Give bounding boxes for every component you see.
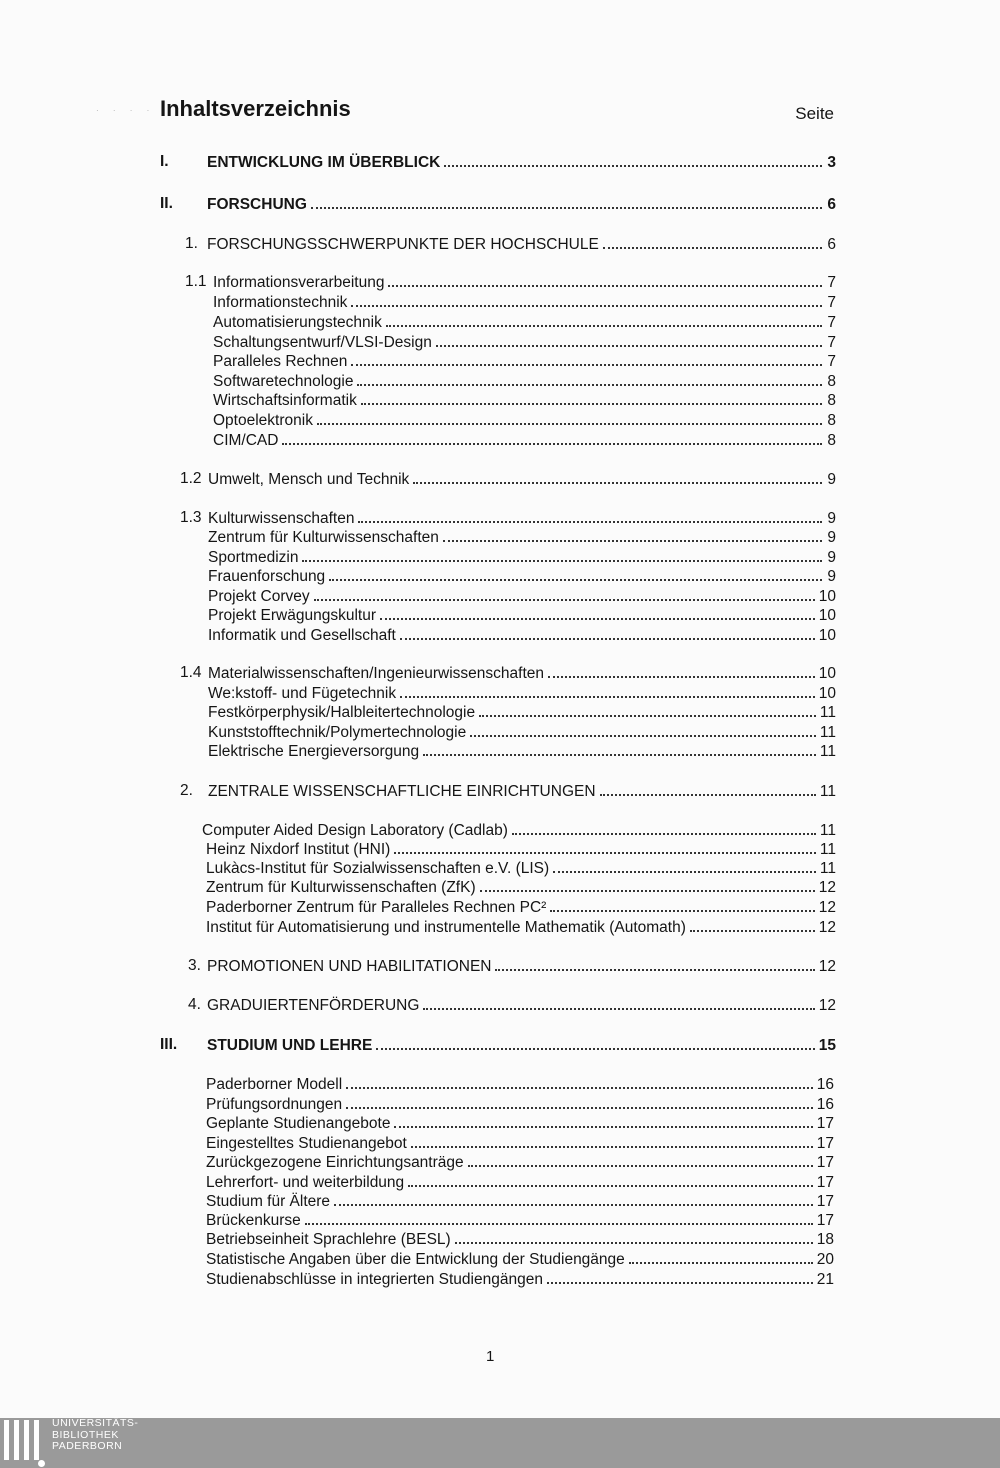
toc-entry-title: Umwelt, Mensch und Technik [208,471,410,488]
toc-entry-title: FORSCHUNGSSCHWERPUNKTE DER HOCHSCHULE [207,236,599,253]
toc-entry-title: Zurückgezogene Einrichtungsanträge [206,1154,464,1171]
toc-entry [0,332,1000,352]
dot-leader [376,1035,814,1050]
toc-entry [0,1074,1000,1094]
library-name [52,1418,138,1453]
toc-entry-number: 1.4 [180,664,202,681]
toc-entry-title: Paralleles Rechnen [213,353,348,370]
toc-entry [0,1249,1000,1269]
page-column-header: Seite [795,104,834,123]
dot-leader [358,508,822,523]
toc-entry-number: 1. [185,235,198,252]
toc-entry-page: 10 [818,607,836,624]
toc-entry-title: Brückenkurse [206,1212,301,1229]
dot-leader [550,897,814,912]
dot-leader [346,1074,813,1089]
toc-entry [0,897,1000,917]
toc-entry-title: Materialwissenschaften/Ingenieurwissenschaften [208,665,545,682]
dot-leader [361,390,822,405]
dot-leader [388,272,822,287]
toc-entry-number: 1.1 [185,273,207,290]
toc-entry-title: PROMOTIONEN UND HABILITATIONEN [207,958,492,975]
dot-leader [351,292,822,307]
toc-entry-page: 11 [819,841,836,858]
toc-entry [0,469,1000,489]
dot-leader [468,1152,813,1167]
dot-leader [334,1191,813,1206]
toc-entry-title: Automatisierungstechnik [213,314,382,331]
toc-entry-title: Zentrum für Kulturwissenschaften [208,529,439,546]
toc-entry-page: 8 [827,432,836,449]
dot-leader [346,1094,813,1109]
toc-entry-page: 16 [816,1096,834,1113]
toc-entry [0,956,1000,976]
toc-entry-page: 7 [827,274,836,291]
toc-entry-title: ENTWICKLUNG IM ÜBERBLICK [207,154,441,171]
toc-entry [0,272,1000,292]
toc-entry-title: Frauenforschung [208,568,326,585]
toc-entry [0,194,1000,214]
toc-entry-title: Paderborner Modell [206,1076,343,1093]
toc-entry [0,1152,1000,1172]
dot-leader [436,332,822,347]
toc-entry-title: Lehrerfort- und weiterbildung [206,1174,405,1191]
dot-leader [423,995,814,1010]
toc-entry [0,410,1000,430]
toc-entry-page: 17 [816,1174,834,1191]
toc-entry [0,312,1000,332]
toc-entry-page: 9 [827,529,836,546]
page-number: 1 [486,1348,495,1365]
toc-entry-page: 8 [827,373,836,390]
toc-entry [0,722,1000,742]
toc-entry [0,1172,1000,1192]
toc-entry-number: II. [160,195,173,212]
library-name-line: PADERBORN [52,1440,123,1452]
dot-leader [423,741,816,756]
toc-entry-title: Lukàcs-Institut für Sozialwissenschaften e.V. (LIS) [206,860,550,877]
toc-entry-number: 2. [180,782,193,799]
dot-leader [479,702,816,717]
dot-leader [629,1249,813,1264]
toc-entry [0,1133,1000,1153]
toc-entry [0,858,1000,878]
dot-leader [600,781,816,796]
toc-entry [0,1113,1000,1133]
toc-entry-page: 8 [827,412,836,429]
dot-leader [314,586,815,601]
toc-entry-number: 3. [188,957,201,974]
toc-entry-page: 6 [827,196,836,213]
toc-entry-title: Schaltungsentwurf/VLSI-Design [213,334,432,351]
toc-entry [0,702,1000,722]
toc-entry-title: Informationsverarbeitung [213,274,385,291]
dot-leader [400,625,815,640]
toc-entry-title: Informatik und Gesellschaft [208,627,396,644]
dot-leader [351,351,822,366]
toc-entry-title: Softwaretechnologie [213,373,354,390]
toc-entry-page: 6 [827,236,836,253]
dot-leader [553,858,816,873]
toc-entry-page: 15 [818,1037,836,1054]
toc-entry [0,683,1000,703]
toc-entry-number: III. [160,1036,178,1053]
dot-leader [305,1210,813,1225]
toc-entry-title: Paderborner Zentrum für Paralleles Rechnen PC² [206,899,547,916]
toc-entry [0,527,1000,547]
dot-leader [444,152,822,167]
toc-entry-page: 17 [816,1212,834,1229]
toc-entry-title: Institut für Automatisierung und instrumentelle Mathematik (Automath) [206,919,686,936]
toc-entry-title: Sportmedizin [208,549,299,566]
toc-entry-page: 17 [816,1115,834,1132]
toc-entry-title: Projekt Corvey [208,588,310,605]
toc-entry [0,566,1000,586]
toc-entry-page: 9 [827,471,836,488]
toc-entry-title: Studium für Ältere [206,1193,331,1210]
toc-entry-page: 10 [818,685,836,702]
toc-entry-page: 12 [818,997,836,1014]
toc-entry-page: 17 [816,1193,834,1210]
dot-leader [411,1133,813,1148]
toc-entry-title: Zentrum für Kulturwissenschaften (ZfK) [206,879,476,896]
page-title: Inhaltsverzeichnis [160,96,351,121]
library-name-line: UNIVERSITÄTS- [52,1417,139,1429]
toc-entry [0,1035,1000,1055]
dot-leader [394,839,816,854]
toc-entry-page: 12 [818,919,836,936]
toc-entry-title: Kunststofftechnik/Polymertechnologie [208,724,467,741]
dot-leader [386,312,822,327]
toc-entry-page: 7 [827,314,836,331]
toc-entry [0,351,1000,371]
toc-entry [0,917,1000,937]
toc-entry-title: Eingestelltes Studienangebot [206,1135,407,1152]
toc-entry [0,547,1000,567]
toc-entry-page: 12 [818,879,836,896]
toc-entry [0,839,1000,859]
toc-entry-page: 11 [819,783,836,800]
toc-entry-title: Projekt Erwägungskultur [208,607,376,624]
toc-entry-page: 10 [818,588,836,605]
toc-entry [0,371,1000,391]
toc-entry-title: We:kstoff- und Fügetechnik [208,685,397,702]
dot-leader [302,547,822,562]
toc-entry-page: 9 [827,549,836,566]
toc-entry-page: 11 [819,724,836,741]
toc-entry [0,1094,1000,1114]
toc-entry-page: 17 [816,1135,834,1152]
toc-entry-page: 8 [827,392,836,409]
toc-entry-number: 4. [188,996,201,1013]
toc-entry [0,586,1000,606]
toc-entry-page: 10 [818,665,836,682]
toc-entry-page: 12 [818,899,836,916]
toc-entry-number: 1.3 [180,509,202,526]
dot-leader [690,917,815,932]
toc-entry [0,1210,1000,1230]
toc-entry [0,1229,1000,1249]
toc-entry-page: 7 [827,294,836,311]
toc-entry [0,663,1000,683]
toc-entry-page: 16 [816,1076,834,1093]
toc-entry-title: Prüfungsordnungen [206,1096,343,1113]
toc-entry [0,1191,1000,1211]
toc-entry-title: Geplante Studienangebote [206,1115,391,1132]
dot-leader [443,527,822,542]
dot-leader [480,877,815,892]
dot-leader [380,605,815,620]
toc-entry [0,781,1000,801]
dot-leader [547,1269,813,1284]
dot-leader [413,469,822,484]
toc-entry-page: 3 [827,154,836,171]
toc-entry [0,820,1000,840]
toc-entry-title: Festkörperphysik/Halbleitertechnologie [208,704,476,721]
toc-entry [0,877,1000,897]
toc-entry-title: CIM/CAD [213,432,279,449]
toc-entry [0,508,1000,528]
toc-entry-title: Betriebseinheit Sprachlehre (BESL) [206,1231,451,1248]
toc-entry-page: 11 [819,704,836,721]
toc-entry-page: 7 [827,334,836,351]
dot-leader [357,371,822,386]
toc-entry [0,430,1000,450]
toc-entry [0,292,1000,312]
dot-leader [470,722,816,737]
toc-entry-page: 11 [819,822,836,839]
dot-leader [408,1172,813,1187]
toc-entry [0,741,1000,761]
toc-entry-title: Heinz Nixdorf Institut (HNI) [206,841,391,858]
toc-entry [0,1269,1000,1289]
dot-leader [512,820,816,835]
toc-entry-title: Kulturwissenschaften [208,510,355,527]
toc-entry-page: 12 [818,958,836,975]
toc-entry-title: GRADUIERTENFÖRDERUNG [207,997,420,1014]
toc-entry [0,995,1000,1015]
toc-entry-page: 9 [827,510,836,527]
toc-entry-page: 17 [816,1154,834,1171]
toc-entry-title: Optoelektronik [213,412,313,429]
toc-entry-page: 11 [819,743,836,760]
dot-leader [329,566,822,581]
dot-leader [603,234,822,249]
toc-entry-title: Computer Aided Design Laboratory (Cadlab) [202,822,508,839]
toc-entry-title: Wirtschaftsinformatik [213,392,357,409]
dot-leader [400,683,815,698]
toc-entry-page: 18 [816,1231,834,1248]
toc-entry [0,605,1000,625]
toc-entry [0,234,1000,254]
toc-entry-number: 1.2 [180,470,202,487]
toc-entry-page: 11 [819,860,836,877]
toc-entry [0,152,1000,172]
toc-entry-title: STUDIUM UND LEHRE [207,1037,373,1054]
dot-leader [455,1229,813,1244]
dot-leader [317,410,822,425]
library-name-line: BIBLIOTHEK [52,1428,119,1441]
toc-entry-page: 10 [818,627,836,644]
library-footer [0,1418,1000,1468]
toc-entry-title: Elektrische Energieversorgung [208,743,420,760]
toc-entry [0,390,1000,410]
toc-entry-title: Informationstechnik [213,294,348,311]
dot-leader [311,194,822,209]
dot-leader [282,430,822,445]
toc-entry-title: Studienabschlüsse in integrierten Studiengängen [206,1271,543,1288]
toc-entry-title: ZENTRALE WISSENSCHAFTLICHE EINRICHTUNGEN [208,783,596,800]
dot-leader [495,956,814,971]
toc-entry-page: 9 [827,568,836,585]
toc-entry-page: 20 [816,1251,834,1268]
toc-entry [0,625,1000,645]
dot-leader [548,663,815,678]
toc-entry-page: 7 [827,353,836,370]
toc-entry-page: 21 [816,1271,834,1288]
toc-entry-number: I. [160,153,169,170]
toc-entry-title: FORSCHUNG [207,196,307,213]
scan-specks: · · · · [96,106,156,115]
toc-entry-title: Statistische Angaben über die Entwicklung der Studiengänge [206,1251,625,1268]
dot-leader [394,1113,812,1128]
